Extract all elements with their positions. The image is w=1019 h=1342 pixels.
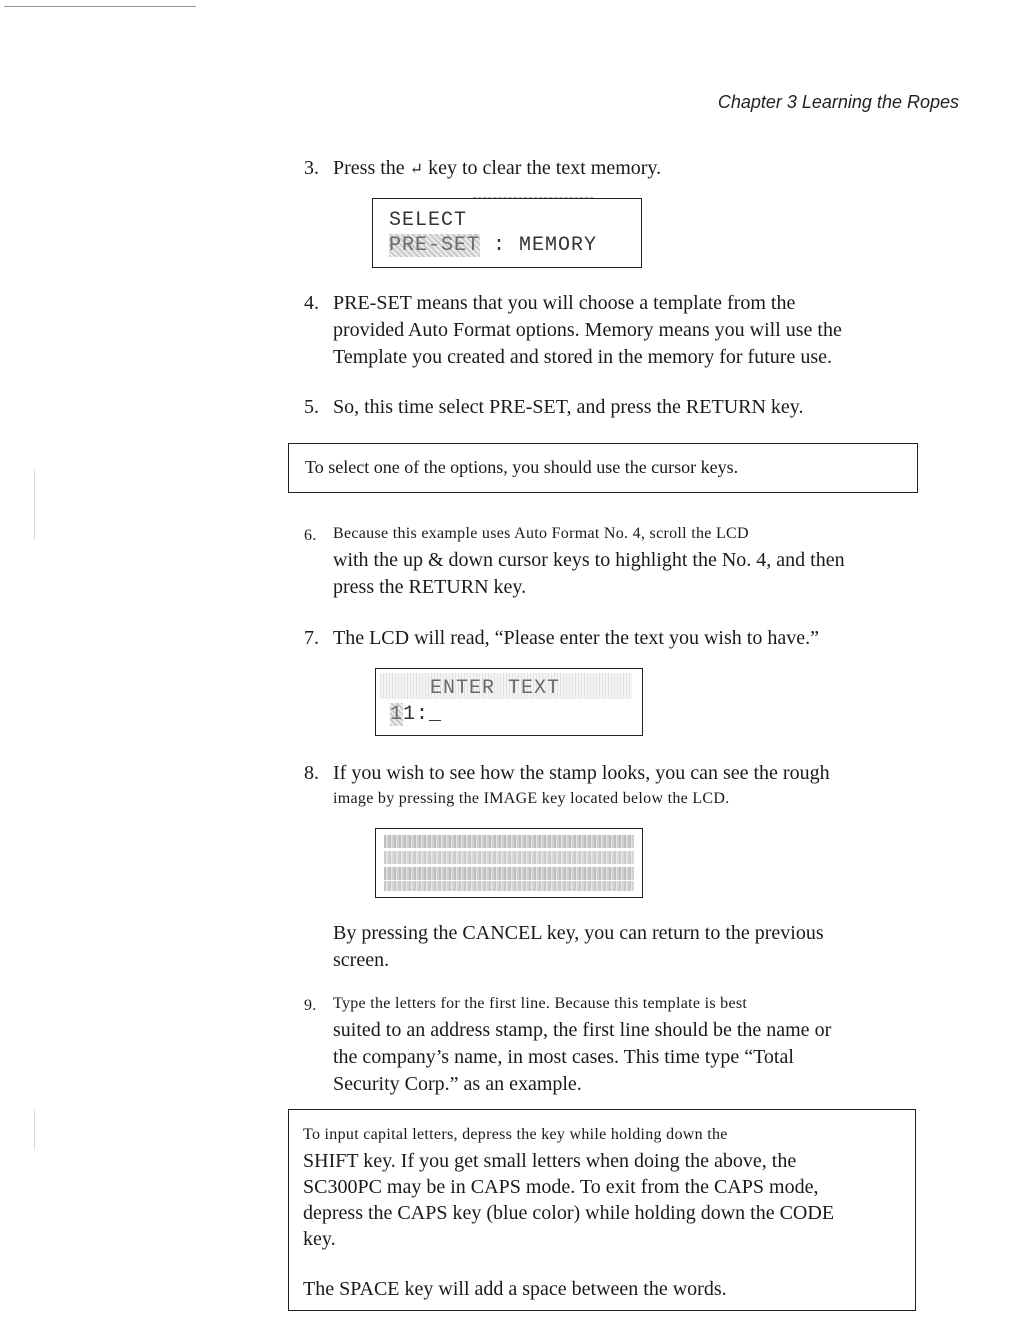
lcd-select-screen [372, 198, 642, 268]
step-text: key to clear the text memory. [423, 157, 662, 179]
step-number: 5. [304, 396, 319, 418]
lcd-artifact [473, 197, 593, 198]
step-line: with the up & down cursor keys to highlight the No. 4, and then [333, 549, 845, 571]
lcd-option-memory: MEMORY [519, 234, 598, 257]
step-number: 8. [304, 762, 319, 784]
note-line: key. [303, 1228, 336, 1250]
lcd-cursor-highlight: 1 [390, 703, 404, 726]
step-line: Type the letters for the first line. Because this template is best [333, 995, 748, 1012]
return-key-icon: ↵ [409, 161, 424, 178]
cancel-paragraph [304, 920, 914, 974]
preview-row [384, 851, 634, 864]
step-8 [304, 760, 914, 812]
step-text: The LCD will read, “Please enter the text you wish to have.” [333, 627, 819, 649]
top-rule [4, 6, 196, 7]
step-4 [304, 290, 914, 371]
step-number: 7. [304, 627, 319, 649]
step-number: 6. [304, 527, 317, 544]
note-line: The SPACE key will add a space between the words. [303, 1278, 727, 1300]
step-number: 9. [304, 997, 317, 1014]
lcd-separator: : [480, 234, 520, 257]
step-7 [304, 625, 914, 652]
note-line: SHIFT key. If you get small letters when doing the above, the [303, 1150, 797, 1172]
step-line: Template you created and stored in the memory for future use. [333, 346, 832, 368]
note-line: To input capital letters, depress the key while holding down the [303, 1126, 728, 1143]
note-box-capital-letters [288, 1109, 916, 1311]
step-number: 4. [304, 292, 319, 314]
step-line: press the RETURN key. [333, 576, 527, 598]
step-text: So, this time select PRE-SET, and press the RETURN key. [333, 396, 804, 418]
lcd-highlight-preset: PRE-SET [389, 234, 481, 257]
step-number: 3. [304, 157, 319, 179]
step-5 [304, 394, 914, 421]
step-text: Press the [333, 157, 410, 179]
step-line: provided Auto Format options. Memory means you will use the [333, 319, 842, 341]
step-3 [304, 155, 914, 183]
step-line: suited to an address stamp, the first line should be the name or [333, 1019, 832, 1041]
lcd-image-preview [375, 828, 643, 898]
scan-artifact [34, 470, 35, 540]
step-line: If you wish to see how the stamp looks, you can see the rough [333, 762, 830, 784]
lcd-line-2: 1:_ [403, 703, 443, 726]
step-line: image by pressing the IMAGE key located below the LCD. [333, 790, 730, 807]
preview-row [384, 881, 634, 891]
step-9 [304, 990, 914, 1098]
note-text: To select one of the options, you should use the cursor keys. [305, 457, 739, 477]
paragraph-line: By pressing the CANCEL key, you can return to the previous [333, 922, 824, 944]
note-line: depress the CAPS key (blue color) while holding down the CODE [303, 1202, 835, 1224]
preview-row [384, 867, 634, 880]
preview-row [384, 835, 634, 848]
step-line: Security Corp.” as an example. [333, 1073, 582, 1095]
scan-artifact [34, 1110, 35, 1150]
chapter-header: Chapter 3 Learning the Ropes [717, 92, 959, 112]
lcd-enter-text-screen [375, 668, 643, 736]
step-line: the company’s name, in most cases. This time type “Total [333, 1046, 794, 1068]
step-line: Because this example uses Auto Format No. 4, scroll the LCD [333, 525, 749, 542]
step-line: PRE-SET means that you will choose a template from the [333, 292, 796, 314]
note-box-cursor-keys [288, 443, 918, 493]
paragraph-line: screen. [333, 949, 390, 971]
note-line: SC300PC may be in CAPS mode. To exit from the CAPS mode, [303, 1176, 819, 1198]
lcd-line-1: SELECT [389, 209, 468, 232]
lcd-line-1: ENTER TEXT [430, 677, 561, 700]
step-6 [304, 520, 914, 601]
